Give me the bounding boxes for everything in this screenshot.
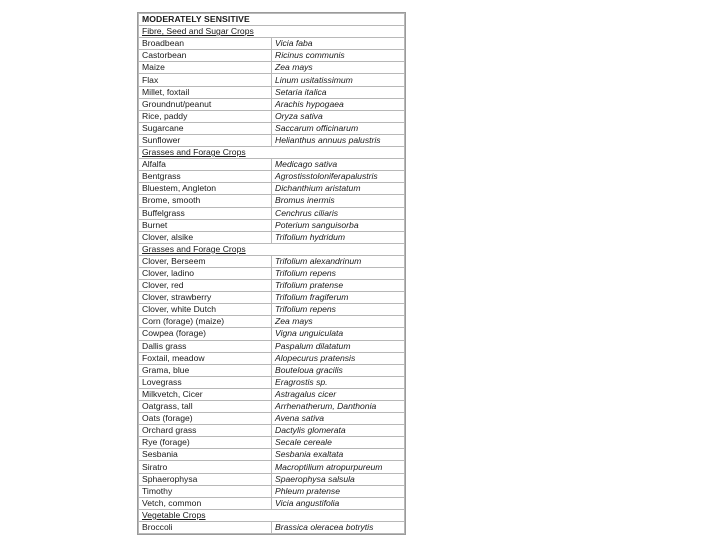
scientific-name-cell: Poterium sanguisorba: [272, 219, 405, 231]
scientific-name-cell: Secale cereale: [272, 437, 405, 449]
table-row: [139, 219, 405, 231]
scientific-name-cell: Eragrostis sp.: [272, 376, 405, 388]
common-name-cell: Broadbean: [139, 38, 272, 50]
table-row: [139, 38, 405, 50]
common-name-cell: Timothy: [139, 485, 272, 497]
common-name-cell: Lovegrass: [139, 376, 272, 388]
table-row: [139, 86, 405, 98]
table-row: [139, 521, 405, 533]
scientific-name-cell: Bouteloua gracilis: [272, 364, 405, 376]
table-row: [139, 328, 405, 340]
table-row: [139, 171, 405, 183]
table-row: [139, 50, 405, 62]
table-row: [139, 364, 405, 376]
table-row: [139, 110, 405, 122]
table-row: [139, 461, 405, 473]
section-row: [139, 26, 405, 38]
common-name-cell: Foxtail, meadow: [139, 352, 272, 364]
table-row: [139, 449, 405, 461]
table-row: [139, 183, 405, 195]
scientific-name-cell: Linum usitatissimum: [272, 74, 405, 86]
section-title: Vegetable Crops: [139, 509, 405, 521]
common-name-cell: Oats (forage): [139, 413, 272, 425]
common-name-cell: Clover, ladino: [139, 267, 272, 279]
common-name-cell: Alfalfa: [139, 159, 272, 171]
scientific-name-cell: Phleum pratense: [272, 485, 405, 497]
section-title: Grasses and Forage Crops: [139, 243, 405, 255]
common-name-cell: Clover, strawberry: [139, 292, 272, 304]
scientific-name-cell: Dichanthium aristatum: [272, 183, 405, 195]
table-row: [139, 122, 405, 134]
scientific-name-cell: Spaerophysa salsula: [272, 473, 405, 485]
table-row: [139, 388, 405, 400]
common-name-cell: Dallis grass: [139, 340, 272, 352]
scientific-name-cell: Bromus inermis: [272, 195, 405, 207]
common-name-cell: Sugarcane: [139, 122, 272, 134]
scientific-name-cell: Zea mays: [272, 316, 405, 328]
table-row: [139, 231, 405, 243]
common-name-cell: Cowpea (forage): [139, 328, 272, 340]
table-row: [139, 267, 405, 279]
scientific-name-cell: Cenchrus ciliaris: [272, 207, 405, 219]
table-header: MODERATELY SENSITIVE: [139, 14, 405, 26]
scientific-name-cell: Agrostisstoloniferapalustris: [272, 171, 405, 183]
common-name-cell: Millet, foxtail: [139, 86, 272, 98]
table-body: [139, 14, 405, 534]
scientific-name-cell: Trifolium repens: [272, 304, 405, 316]
scientific-name-cell: Trifolium fragiferum: [272, 292, 405, 304]
common-name-cell: Clover, white Dutch: [139, 304, 272, 316]
scientific-name-cell: Avena sativa: [272, 413, 405, 425]
crop-sensitivity-table-sheet: [137, 12, 406, 535]
scientific-name-cell: Vigna unguiculata: [272, 328, 405, 340]
scientific-name-cell: Sesbania exaltata: [272, 449, 405, 461]
common-name-cell: Bentgrass: [139, 171, 272, 183]
crop-sensitivity-table: [138, 13, 405, 534]
scientific-name-cell: Helianthus annuus palustris: [272, 134, 405, 146]
common-name-cell: Castorbean: [139, 50, 272, 62]
common-name-cell: Brome, smooth: [139, 195, 272, 207]
common-name-cell: Clover, Berseem: [139, 255, 272, 267]
table-header-row: [139, 14, 405, 26]
table-row: [139, 437, 405, 449]
table-row: [139, 207, 405, 219]
scientific-name-cell: Zea mays: [272, 62, 405, 74]
common-name-cell: Sphaerophysa: [139, 473, 272, 485]
common-name-cell: Vetch, common: [139, 497, 272, 509]
common-name-cell: Oatgrass, tall: [139, 401, 272, 413]
scientific-name-cell: Trifolium hydridum: [272, 231, 405, 243]
common-name-cell: Sunflower: [139, 134, 272, 146]
section-title: Fibre, Seed and Sugar Crops: [139, 26, 405, 38]
section-row: [139, 509, 405, 521]
table-row: [139, 292, 405, 304]
scientific-name-cell: Trifolium pratense: [272, 280, 405, 292]
common-name-cell: Groundnut/peanut: [139, 98, 272, 110]
table-row: [139, 425, 405, 437]
scientific-name-cell: Vicia angustifolia: [272, 497, 405, 509]
table-row: [139, 134, 405, 146]
common-name-cell: Maize: [139, 62, 272, 74]
scientific-name-cell: Astragalus cicer: [272, 388, 405, 400]
table-row: [139, 316, 405, 328]
common-name-cell: Burnet: [139, 219, 272, 231]
table-row: [139, 413, 405, 425]
table-row: [139, 497, 405, 509]
section-title: Grasses and Forage Crops: [139, 147, 405, 159]
common-name-cell: Siratro: [139, 461, 272, 473]
scientific-name-cell: Medicago sativa: [272, 159, 405, 171]
table-row: [139, 159, 405, 171]
table-row: [139, 473, 405, 485]
common-name-cell: Rye (forage): [139, 437, 272, 449]
common-name-cell: Flax: [139, 74, 272, 86]
table-row: [139, 352, 405, 364]
section-row: [139, 147, 405, 159]
table-row: [139, 485, 405, 497]
common-name-cell: Sesbania: [139, 449, 272, 461]
common-name-cell: Grama, blue: [139, 364, 272, 376]
scientific-name-cell: Macroptilium atropurpureum: [272, 461, 405, 473]
scientific-name-cell: Oryza sativa: [272, 110, 405, 122]
table-row: [139, 376, 405, 388]
scientific-name-cell: Alopecurus pratensis: [272, 352, 405, 364]
scientific-name-cell: Setaria italica: [272, 86, 405, 98]
table-row: [139, 280, 405, 292]
scientific-name-cell: Dactylis glomerata: [272, 425, 405, 437]
common-name-cell: Buffelgrass: [139, 207, 272, 219]
table-row: [139, 62, 405, 74]
scientific-name-cell: Arachis hypogaea: [272, 98, 405, 110]
common-name-cell: Milkvetch, Cicer: [139, 388, 272, 400]
common-name-cell: Bluestem, Angleton: [139, 183, 272, 195]
table-row: [139, 304, 405, 316]
common-name-cell: Clover, red: [139, 280, 272, 292]
scientific-name-cell: Brassica oleracea botrytis: [272, 521, 405, 533]
table-row: [139, 340, 405, 352]
scientific-name-cell: Paspalum dilatatum: [272, 340, 405, 352]
table-row: [139, 401, 405, 413]
table-row: [139, 98, 405, 110]
scientific-name-cell: Arrhenatherum, Danthonia: [272, 401, 405, 413]
section-row: [139, 243, 405, 255]
common-name-cell: Orchard grass: [139, 425, 272, 437]
table-row: [139, 195, 405, 207]
scientific-name-cell: Trifolium alexandrinum: [272, 255, 405, 267]
common-name-cell: Rice, paddy: [139, 110, 272, 122]
common-name-cell: Broccoli: [139, 521, 272, 533]
common-name-cell: Corn (forage) (maize): [139, 316, 272, 328]
scientific-name-cell: Saccarum officinarum: [272, 122, 405, 134]
scientific-name-cell: Vicia faba: [272, 38, 405, 50]
common-name-cell: Clover, alsike: [139, 231, 272, 243]
table-row: [139, 74, 405, 86]
table-row: [139, 255, 405, 267]
scientific-name-cell: Ricinus communis: [272, 50, 405, 62]
scientific-name-cell: Trifolium repens: [272, 267, 405, 279]
